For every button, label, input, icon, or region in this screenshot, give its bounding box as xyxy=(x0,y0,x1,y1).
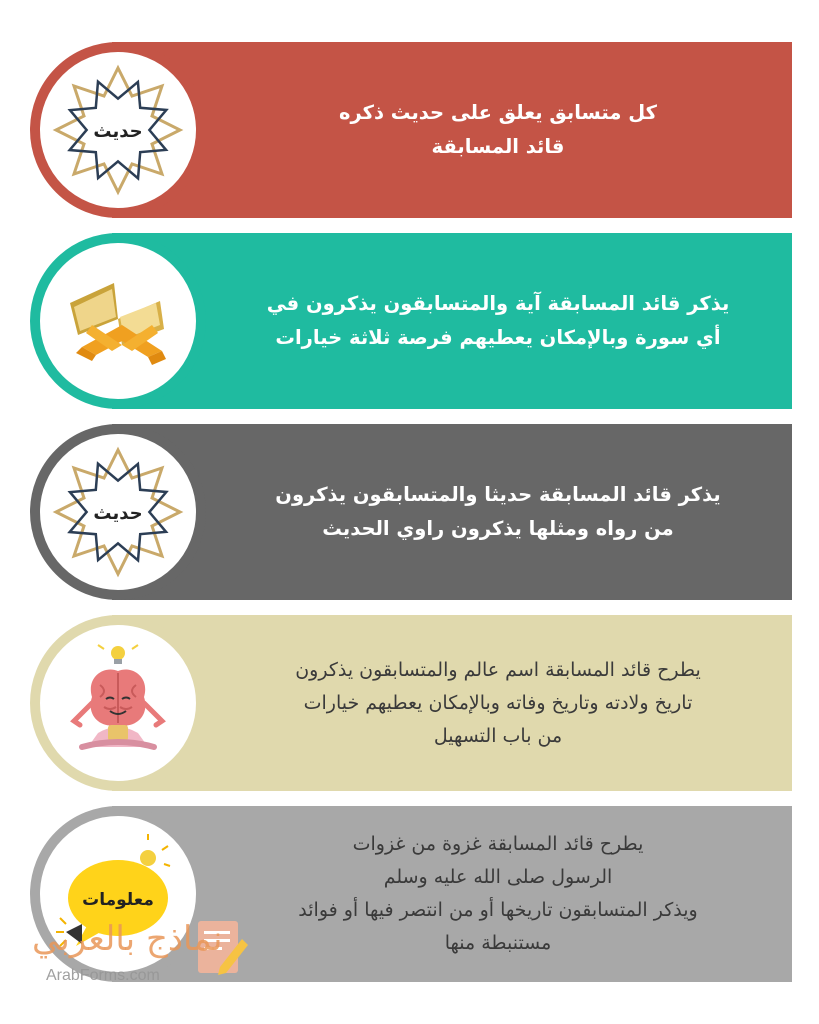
hadith-octagram-icon xyxy=(52,64,184,196)
icon-disc xyxy=(30,233,206,409)
card-line: أي سورة وبالإمكان يعطيهم فرصة ثلاثة خيارات xyxy=(275,326,721,349)
card-text xyxy=(240,806,756,982)
info-label: معلومات xyxy=(82,890,154,910)
card-line: مستنبطة منها xyxy=(444,932,552,954)
watermark-latin: ArabForms.com xyxy=(46,967,160,984)
card-hadith-comment xyxy=(30,42,792,218)
card-line: يطرح قائد المسابقة غزوة من غزوات xyxy=(352,833,644,855)
brain-meditating-icon xyxy=(52,637,184,769)
card-line: كل متسابق يعلق على حديث ذكره xyxy=(339,101,657,124)
icon-disc xyxy=(30,424,206,600)
watermark-arabic: نماذج بالعربي xyxy=(32,919,223,959)
card-line: تاريخ ولادته وتاريخ وفاته وبالإمكان يعطيهم خيارات xyxy=(303,691,693,714)
card-line: قائد المسابقة xyxy=(431,135,565,158)
card-line: يذكر قائد المسابقة آية والمتسابقون يذكرون في xyxy=(266,292,730,315)
card-text xyxy=(240,615,756,791)
card-line: من رواه ومثلها يذكرون راوي الحديث xyxy=(322,517,674,540)
card-line: يطرح قائد المسابقة اسم عالم والمتسابقون يذكرون xyxy=(295,658,701,681)
hadith-label: حديث xyxy=(93,503,143,524)
card-scholar xyxy=(30,615,792,791)
card-line: ويذكر المتسابقون تاريخها أو من انتصر فيها أو فوائد xyxy=(298,899,698,921)
card-line: يذكر قائد المسابقة حديثا والمتسابقون يذكرون xyxy=(275,483,721,506)
icon-disc xyxy=(30,42,206,218)
card-text xyxy=(240,42,756,218)
card-line: من باب التسهيل xyxy=(433,724,563,747)
watermark xyxy=(30,915,260,995)
card-hadith-narrator xyxy=(30,424,792,600)
icon-disc xyxy=(30,615,206,791)
card-text xyxy=(240,424,756,600)
hadith-label: حديث xyxy=(93,121,143,142)
hadith-octagram-icon xyxy=(52,446,184,578)
card-quran-verse xyxy=(30,233,792,409)
quran-stand-icon xyxy=(52,255,184,387)
card-line: الرسول صلى الله عليه وسلم xyxy=(383,866,613,888)
card-text xyxy=(240,233,756,409)
